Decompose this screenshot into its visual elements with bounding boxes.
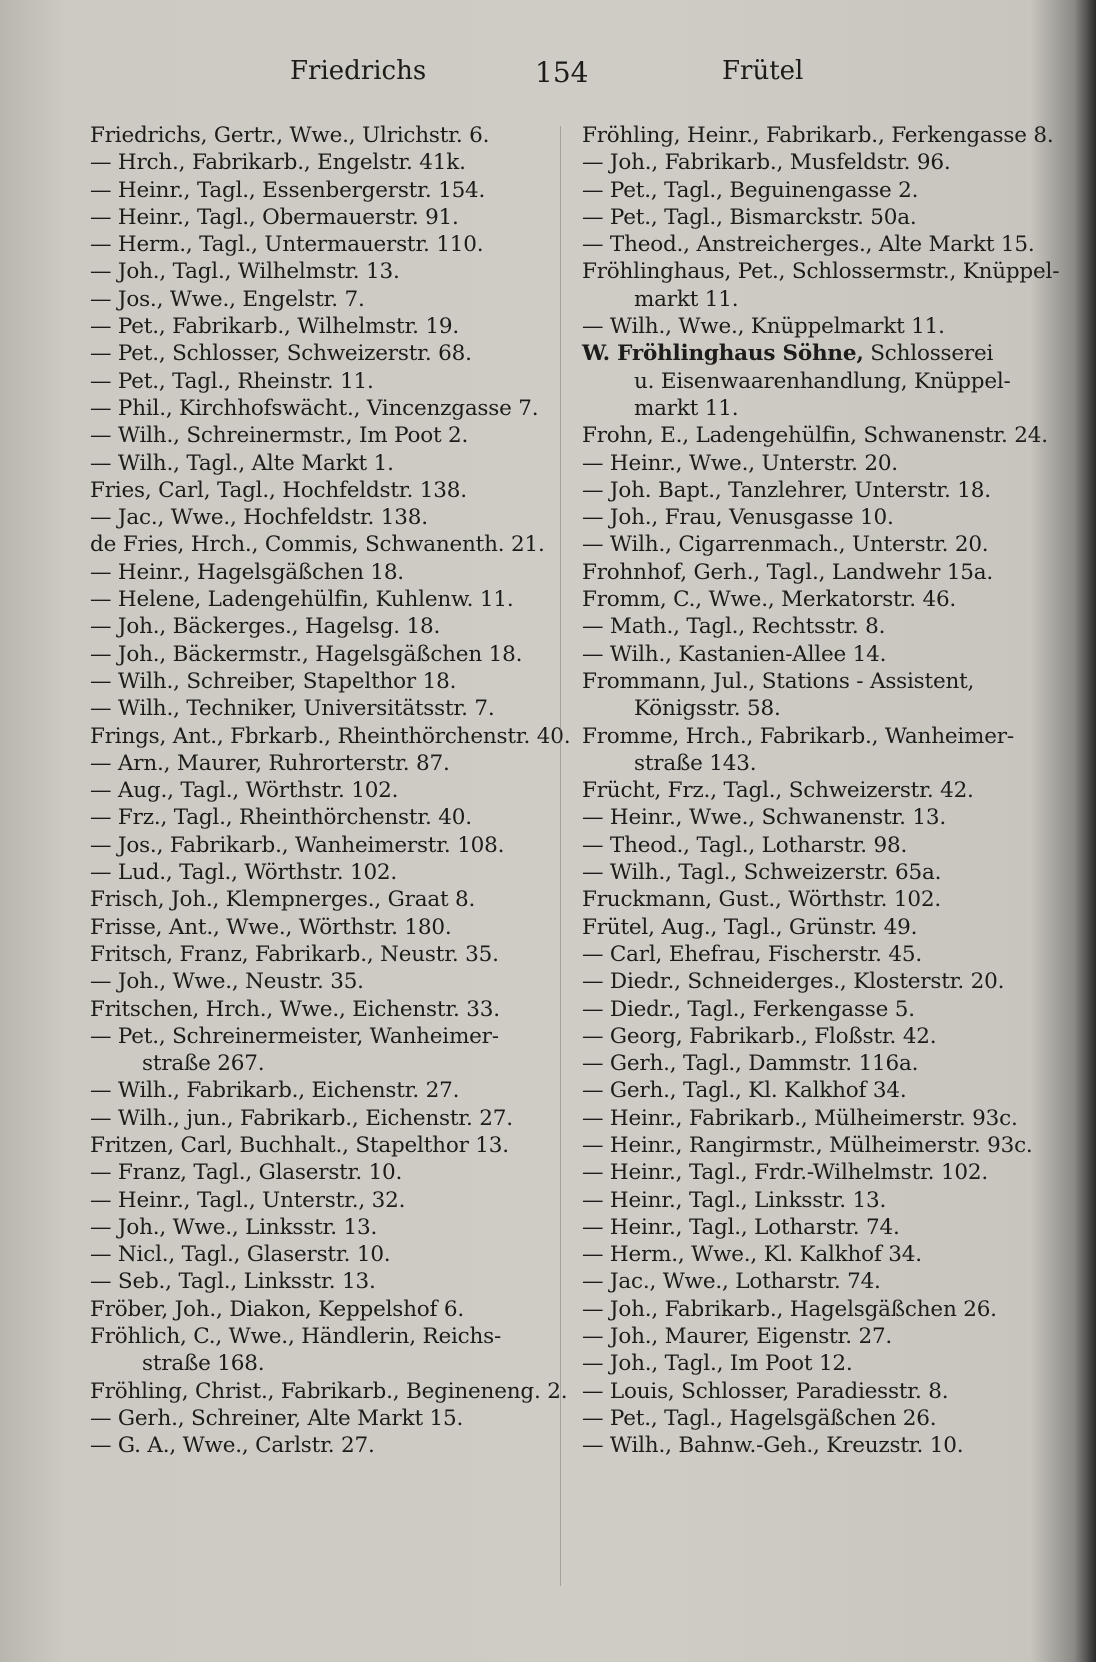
directory-entry: de Fries, Hrch., Commis, Schwanenth. 21. (90, 532, 545, 558)
directory-entry: — Hrch., Fabrikarb., Engelstr. 41k. (90, 150, 466, 176)
directory-entry-continuation: straße 168. (142, 1351, 265, 1377)
directory-entry: — Aug., Tagl., Wörthstr. 102. (90, 778, 399, 804)
directory-entry: — Herm., Wwe., Kl. Kalkhof 34. (582, 1242, 922, 1268)
directory-entry: Fröhlinghaus, Pet., Schlossermstr., Knüppel- (582, 259, 1060, 285)
right-column (582, 122, 1062, 1460)
directory-entry: — Joh., Fabrikarb., Musfeldstr. 96. (582, 150, 951, 176)
directory-entry: — Nicl., Tagl., Glaserstr. 10. (90, 1242, 391, 1268)
directory-entry: — Seb., Tagl., Linksstr. 13. (90, 1269, 376, 1295)
entry-bold-name: W. Fröhlinghaus Söhne, (582, 341, 864, 367)
directory-entry: — Pet., Tagl., Beguinengasse 2. (582, 177, 919, 203)
header-left-keyword: Friedrichs (290, 56, 427, 86)
directory-entry: Friedrichs, Gertr., Wwe., Ulrichstr. 6. (90, 123, 490, 148)
column-divider (560, 126, 561, 1586)
directory-entry: — Diedr., Schneiderges., Klosterstr. 20. (582, 969, 1005, 995)
directory-entry: — Joh., Frau, Venusgasse 10. (582, 505, 894, 531)
directory-entry: — Joh., Wwe., Linksstr. 13. (90, 1214, 378, 1240)
directory-entry: — Joh., Bäckermstr., Hagelsgäßchen 18. (90, 641, 523, 667)
directory-entry: — G. A., Wwe., Carlstr. 27. (90, 1433, 375, 1459)
page-number: 154 (535, 56, 589, 89)
directory-entry: — Theod., Tagl., Lotharstr. 98. (582, 832, 908, 858)
directory-entry: Fromm, C., Wwe., Merkatorstr. 46. (582, 587, 957, 613)
directory-entry: — Wilh., Wwe., Knüppelmarkt 11. (582, 314, 945, 340)
page-header (0, 52, 1096, 92)
directory-entry: — Heinr., Tagl., Obermauerstr. 91. (90, 204, 459, 230)
directory-entry-continuation: u. Eisenwaarenhandlung, Knüppel- (634, 368, 1011, 394)
directory-entry (582, 340, 1062, 367)
directory-entry: Frohnhof, Gerh., Tagl., Landwehr 15a. (582, 559, 994, 585)
directory-entry: — Pet., Tagl., Bismarckstr. 50a. (582, 204, 917, 230)
directory-entry: Frohn, E., Ladengehülfin, Schwanenstr. 24. (582, 423, 1048, 449)
directory-entry: — Heinr., Wwe., Schwanenstr. 13. (582, 805, 946, 831)
directory-entry-continuation: markt 11. (634, 286, 739, 312)
directory-entry: — Wilh., Fabrikarb., Eichenstr. 27. (90, 1078, 460, 1104)
directory-entry: — Heinr., Tagl., Essenbergerstr. 154. (90, 177, 486, 203)
directory-entry: — Heinr., Hagelsgäßchen 18. (90, 559, 404, 585)
directory-entry: — Jac., Wwe., Hochfeldstr. 138. (90, 505, 428, 531)
directory-entry: Fruckmann, Gust., Wörthstr. 102. (582, 887, 941, 913)
directory-entry: Fritsch, Franz, Fabrikarb., Neustr. 35. (90, 941, 499, 967)
directory-entry: — Joh., Tagl., Im Poot 12. (582, 1351, 853, 1377)
directory-entry: — Joh., Wwe., Neustr. 35. (90, 969, 364, 995)
directory-entry: Fröber, Joh., Diakon, Keppelshof 6. (90, 1296, 465, 1322)
directory-entry: — Louis, Schlosser, Paradiesstr. 8. (582, 1378, 949, 1404)
header-right-keyword: Frütel (722, 56, 804, 86)
directory-entry: — Heinr., Rangirmstr., Mülheimerstr. 93c. (582, 1132, 1033, 1158)
directory-entry: — Gerh., Tagl., Dammstr. 116a. (582, 1051, 919, 1077)
directory-entry: — Wilh., jun., Fabrikarb., Eichenstr. 27. (90, 1105, 513, 1131)
directory-entry: — Heinr., Tagl., Unterstr., 32. (90, 1187, 406, 1213)
directory-entry: Frücht, Frz., Tagl., Schweizerstr. 42. (582, 778, 974, 804)
directory-entry: — Carl, Ehefrau, Fischerstr. 45. (582, 941, 923, 967)
directory-entry: — Wilh., Kastanien-Allee 14. (582, 641, 887, 667)
directory-entry: — Theod., Anstreicherges., Alte Markt 15. (582, 232, 1035, 258)
directory-entry: — Herm., Tagl., Untermauerstr. 110. (90, 232, 484, 258)
directory-entry: Fromme, Hrch., Fabrikarb., Wanheimer- (582, 723, 1014, 749)
directory-entry: — Wilh., Cigarrenmach., Unterstr. 20. (582, 532, 989, 558)
directory-entry: Fritschen, Hrch., Wwe., Eichenstr. 33. (90, 996, 500, 1022)
directory-entry: — Joh., Fabrikarb., Hagelsgäßchen 26. (582, 1296, 997, 1322)
directory-entry: — Heinr., Tagl., Frdr.-Wilhelmstr. 102. (582, 1160, 989, 1186)
directory-entry: — Pet., Schreinermeister, Wanheimer- (90, 1023, 499, 1049)
directory-entry: — Helene, Ladengehülfin, Kuhlenw. 11. (90, 587, 514, 613)
directory-entry-continuation: markt 11. (634, 395, 739, 421)
directory-entry: — Joh., Tagl., Wilhelmstr. 13. (90, 259, 400, 285)
directory-entry: — Jac., Wwe., Lotharstr. 74. (582, 1269, 881, 1295)
directory-entry: Frütel, Aug., Tagl., Grünstr. 49. (582, 914, 918, 940)
directory-entry: — Pet., Tagl., Rheinstr. 11. (90, 368, 374, 394)
directory-entry: — Heinr., Tagl., Linksstr. 13. (582, 1187, 887, 1213)
directory-entry: — Heinr., Tagl., Lotharstr. 74. (582, 1214, 900, 1240)
entry-rest: Schlosserei (863, 341, 994, 367)
directory-entry: — Wilh., Tagl., Schweizerstr. 65a. (582, 860, 942, 886)
directory-entry: — Joh., Maurer, Eigenstr. 27. (582, 1324, 893, 1350)
directory-entry: Frommann, Jul., Stations - Assistent, (582, 668, 975, 694)
directory-entry: — Wilh., Tagl., Alte Markt 1. (90, 450, 394, 476)
directory-entry: — Arn., Maurer, Ruhrorterstr. 87. (90, 750, 450, 776)
directory-entry: — Wilh., Schreinermstr., Im Poot 2. (90, 423, 469, 449)
directory-entry: — Heinr., Fabrikarb., Mülheimerstr. 93c. (582, 1105, 1018, 1131)
directory-entry: — Lud., Tagl., Wörthstr. 102. (90, 860, 398, 886)
directory-entry: — Wilh., Schreiber, Stapelthor 18. (90, 668, 457, 694)
directory-entry: — Pet., Schlosser, Schweizerstr. 68. (90, 341, 472, 367)
directory-entry: — Joh., Bäckerges., Hagelsg. 18. (90, 614, 441, 640)
directory-entry: — Pet., Fabrikarb., Wilhelmstr. 19. (90, 314, 460, 340)
directory-entry: — Franz, Tagl., Glaserstr. 10. (90, 1160, 403, 1186)
directory-entry-continuation: Königsstr. 58. (634, 696, 781, 722)
directory-entry: Frisse, Ant., Wwe., Wörthstr. 180. (90, 914, 452, 940)
directory-entry: Fröhlich, C., Wwe., Händlerin, Reichs- (90, 1324, 502, 1350)
directory-entry: — Gerh., Schreiner, Alte Markt 15. (90, 1405, 464, 1431)
left-column (90, 122, 571, 1460)
directory-entry: — Joh. Bapt., Tanzlehrer, Unterstr. 18. (582, 477, 991, 503)
directory-entry: — Frz., Tagl., Rheinthörchenstr. 40. (90, 805, 472, 831)
directory-entry: Frisch, Joh., Klempnerges., Graat 8. (90, 887, 476, 913)
directory-entry: — Pet., Tagl., Hagelsgäßchen 26. (582, 1405, 937, 1431)
directory-entry: — Phil., Kirchhofswächt., Vincenzgasse 7. (90, 395, 539, 421)
directory-entry: Fries, Carl, Tagl., Hochfeldstr. 138. (90, 477, 467, 503)
directory-entry-continuation: straße 267. (142, 1051, 265, 1077)
directory-entry-continuation: straße 143. (634, 750, 757, 776)
directory-entry: — Georg, Fabrikarb., Floßstr. 42. (582, 1023, 937, 1049)
directory-entry: Frings, Ant., Fbrkarb., Rheinthörchenstr. 40. (90, 723, 571, 749)
directory-entry: — Heinr., Wwe., Unterstr. 20. (582, 450, 898, 476)
directory-entry: — Wilh., Bahnw.-Geh., Kreuzstr. 10. (582, 1433, 964, 1459)
directory-entry: Fröhling, Christ., Fabrikarb., Begineneng. 2. (90, 1378, 568, 1404)
directory-entry: Fröhling, Heinr., Fabrikarb., Ferkengasse 8. (582, 123, 1054, 148)
directory-entry: — Wilh., Techniker, Universitätsstr. 7. (90, 696, 495, 722)
directory-entry: — Jos., Wwe., Engelstr. 7. (90, 286, 365, 312)
directory-entry: — Jos., Fabrikarb., Wanheimerstr. 108. (90, 832, 505, 858)
directory-entry: — Math., Tagl., Rechtsstr. 8. (582, 614, 886, 640)
directory-entry: — Diedr., Tagl., Ferkengasse 5. (582, 996, 915, 1022)
directory-entry: Fritzen, Carl, Buchhalt., Stapelthor 13. (90, 1132, 509, 1158)
directory-entry: — Gerh., Tagl., Kl. Kalkhof 34. (582, 1078, 907, 1104)
